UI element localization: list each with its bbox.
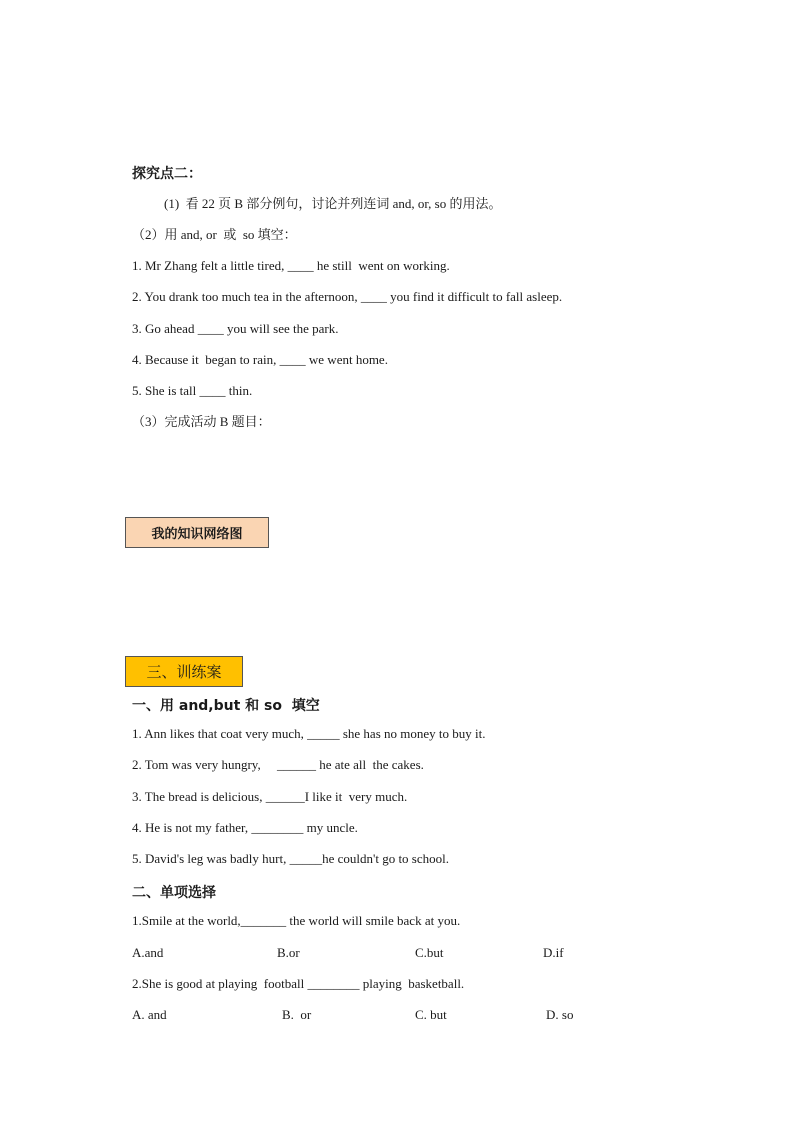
knowledge-network-box: 我的知识网络图 bbox=[125, 517, 269, 548]
question-3: （3）完成活动 B 题目： bbox=[132, 414, 271, 429]
part2-title: 二、单项选择 bbox=[132, 885, 216, 901]
question-1: (1) 看 22 页 B 部分例句，讨论并列连词 and, or, so 的用法。 bbox=[164, 196, 502, 211]
fill-item-1: 1. Mr Zhang felt a little tired, ____ he still went on working. bbox=[132, 258, 450, 273]
fill-item-2: 2. You drank too much tea in the afternoon, ____ you find it difficult to fall asleep. bbox=[132, 289, 563, 304]
mc1-option-c: C.but bbox=[415, 945, 444, 960]
mc1-option-b: B.or bbox=[277, 945, 300, 960]
part1-item-5: 5. David's leg was badly hurt, _____he couldn't go to school. bbox=[132, 851, 450, 866]
mc1-option-d: D.if bbox=[543, 945, 564, 960]
part1-item-3: 3. The bread is delicious, ______I like it very much. bbox=[132, 789, 408, 804]
fill-item-5: 5. She is tall ____ thin. bbox=[132, 383, 253, 398]
mc-question-2: 2.She is good at playing football ________ playing basketball. bbox=[132, 976, 465, 991]
mc2-option-c: C. but bbox=[415, 1007, 447, 1022]
fill-item-4: 4. Because it began to rain, ____ we went home. bbox=[132, 352, 388, 367]
training-section-box: 三、训练案 bbox=[125, 656, 243, 687]
part1-item-1: 1. Ann likes that coat very much, _____ she has no money to buy it. bbox=[132, 726, 486, 741]
mc1-option-a: A.and bbox=[132, 945, 164, 960]
part1-item-4: 4. He is not my father, ________ my uncle. bbox=[132, 820, 358, 835]
part1-item-2: 2. Tom was very hungry, ______ he ate all the cakes. bbox=[132, 757, 424, 772]
mc2-option-b: B. or bbox=[282, 1007, 312, 1022]
section-title: 探究点二： bbox=[132, 166, 202, 182]
mc-question-1: 1.Smile at the world,_______ the world will smile back at you. bbox=[132, 913, 461, 928]
question-2: （2）用 and, or 或 so 填空： bbox=[132, 227, 297, 242]
mc2-option-a: A. and bbox=[132, 1007, 167, 1022]
mc2-option-d: D. so bbox=[546, 1007, 574, 1022]
part1-title: 一、用 and,but 和 so 填空 bbox=[132, 698, 320, 714]
fill-item-3: 3. Go ahead ____ you will see the park. bbox=[132, 321, 339, 336]
